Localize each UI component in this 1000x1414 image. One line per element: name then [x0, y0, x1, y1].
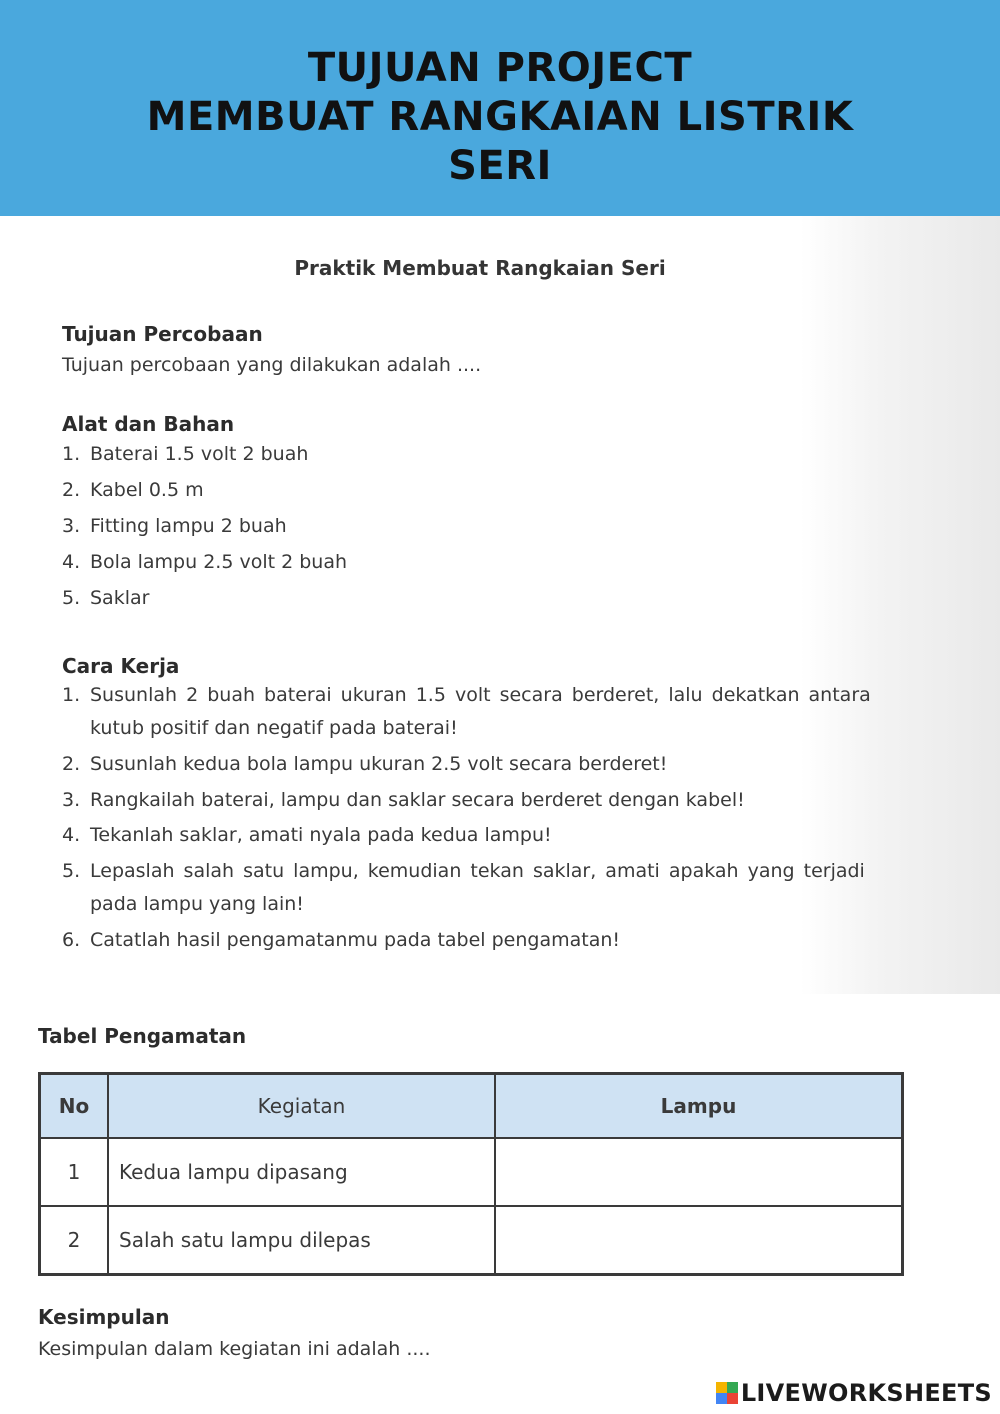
tujuan-heading: Tujuan Percobaan: [62, 322, 263, 346]
cell-lampu[interactable]: [495, 1138, 903, 1206]
brand-name: LIVEWORKSHEETS: [740, 1379, 992, 1407]
cell-no: 1: [40, 1138, 109, 1206]
title-line-2: MEMBUAT RANGKAIAN LISTRIK: [146, 94, 854, 140]
list-item: 3. Rangkailah baterai, lampu dan saklar secara berderet dengan kabel!: [62, 788, 745, 811]
alat-list: [62, 443, 942, 623]
observation-table: [38, 1072, 904, 1276]
column-header-kegiatan: Kegiatan: [108, 1074, 495, 1139]
document-subtitle: Praktik Membuat Rangkaian Seri: [294, 256, 666, 280]
page-title: [0, 44, 1000, 191]
title-line-3: SERI: [448, 143, 552, 189]
list-item: 1. Baterai 1.5 volt 2 buah: [62, 443, 309, 465]
title-banner: [0, 0, 1000, 216]
table-header-row: [40, 1074, 903, 1139]
list-item: 2. Kabel 0.5 m: [62, 479, 204, 501]
cara-heading: Cara Kerja: [62, 654, 180, 678]
list-item: 1. Susunlah 2 buah baterai ukuran 1.5 volt secara berderet, lalu dekatkan antara kutub positif dan negatif pada baterai!: [62, 684, 871, 739]
column-header-lampu: Lampu: [495, 1074, 903, 1139]
liveworksheets-logo: [716, 1378, 992, 1408]
list-item: 6. Catatlah hasil pengamatanmu pada tabel pengamatan!: [62, 928, 621, 951]
column-header-no: No: [40, 1074, 109, 1139]
table-row: [40, 1206, 903, 1275]
alat-heading: Alat dan Bahan: [62, 412, 235, 436]
list-item: 4. Tekanlah saklar, amati nyala pada kedua lampu!: [62, 824, 552, 846]
list-item: 5. Saklar: [62, 587, 150, 609]
list-item: 3. Fitting lampu 2 buah: [62, 515, 287, 537]
title-line-1: TUJUAN PROJECT: [307, 45, 693, 91]
cell-kegiatan: Kedua lampu dipasang: [108, 1138, 495, 1206]
liveworksheets-mark-icon: [716, 1382, 738, 1404]
cell-lampu[interactable]: [495, 1206, 903, 1275]
kesimpulan-text: Kesimpulan dalam kegiatan ini adalah ....: [38, 1338, 431, 1360]
table-row: [40, 1138, 903, 1206]
cell-no: 2: [40, 1206, 109, 1275]
list-item: 2. Susunlah kedua bola lampu ukuran 2.5 volt secara berderet!: [62, 753, 668, 775]
tujuan-text: Tujuan percobaan yang dilakukan adalah ....: [62, 354, 482, 376]
list-item: 5. Lepaslah salah satu lampu, kemudian tekan saklar, amati apakah yang terjadi pada lampu yang lain!: [62, 859, 865, 915]
cell-kegiatan: Salah satu lampu dilepas: [108, 1206, 495, 1275]
cara-list: [62, 684, 942, 964]
list-item: 4. Bola lampu 2.5 volt 2 buah: [62, 551, 348, 573]
kesimpulan-heading: Kesimpulan: [38, 1305, 170, 1329]
tabel-heading: Tabel Pengamatan: [38, 1024, 247, 1048]
